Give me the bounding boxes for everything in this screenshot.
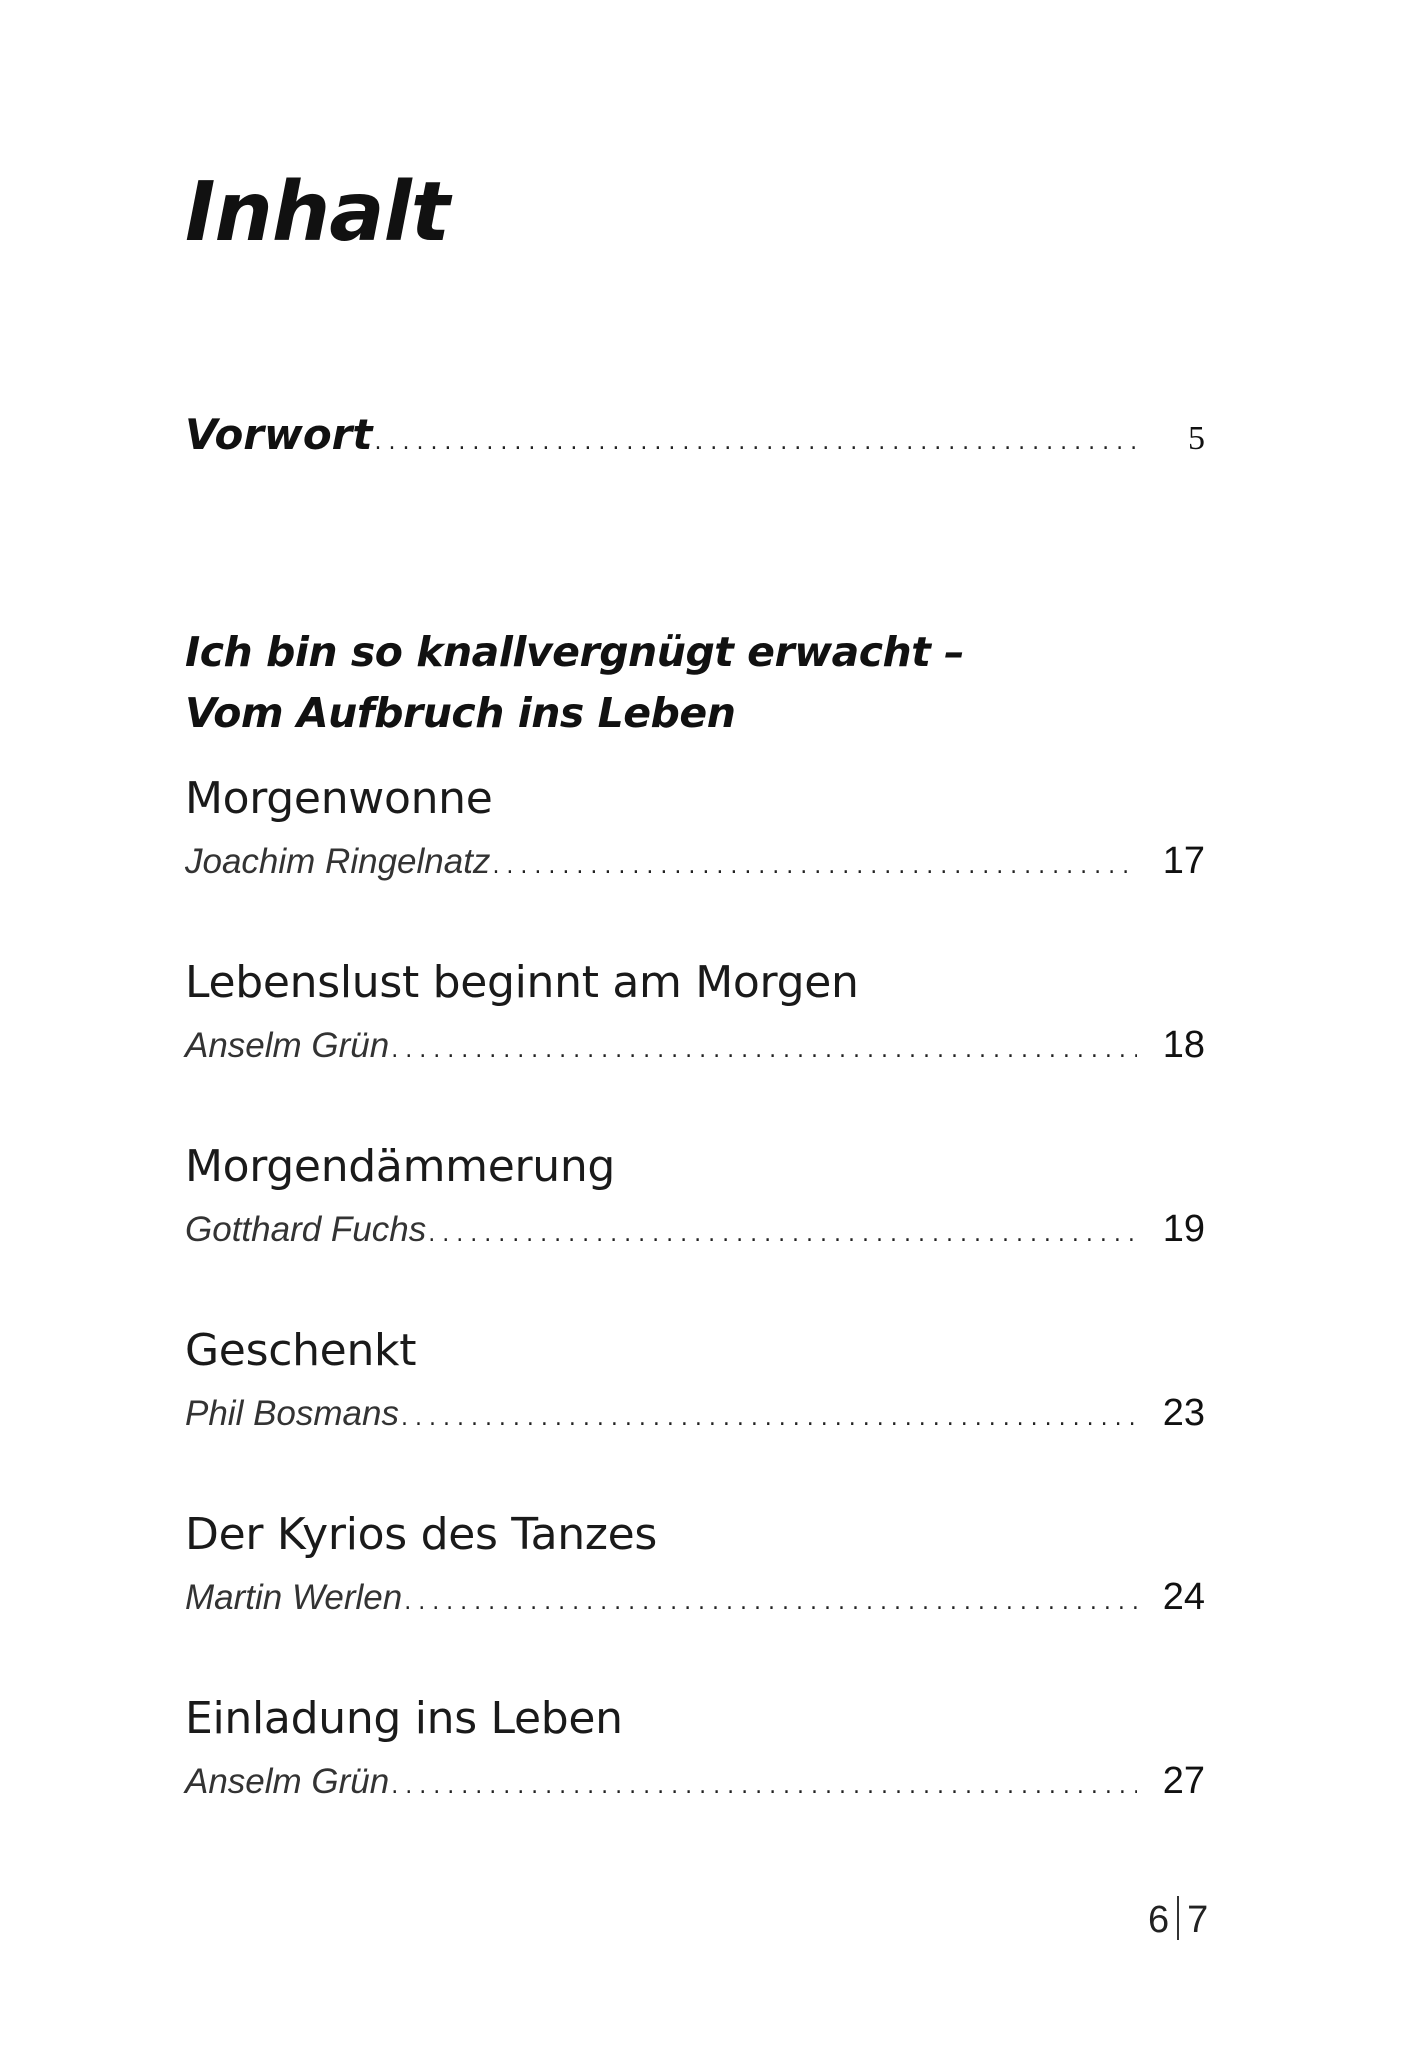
dot-leader: [374, 430, 1137, 455]
page-number: 18: [1162, 1024, 1205, 1066]
author-name: Phil Bosmans: [185, 1394, 399, 1433]
toc-entry-author-line[interactable]: [185, 1392, 1205, 1435]
author-name: Martin Werlen: [185, 1578, 403, 1617]
folio-right-page: 7: [1187, 1899, 1209, 1941]
section-heading-line-2: Vom Aufbruch ins Leben: [185, 689, 736, 737]
dot-leader: [492, 854, 1137, 879]
page-number: 17: [1162, 840, 1205, 882]
page-number: 24: [1162, 1576, 1205, 1618]
author-name: Gotthard Fuchs: [185, 1210, 427, 1249]
toc-entry-preface[interactable]: [185, 410, 1205, 459]
author-name: Anselm Grün: [185, 1026, 390, 1065]
toc-entry-author-line[interactable]: [185, 1760, 1205, 1803]
toc-entry-title[interactable]: Der Kyrios des Tanzes: [185, 1509, 658, 1560]
toc-entry-title[interactable]: Morgendämmerung: [185, 1141, 616, 1192]
folio-left-page: 6: [1148, 1899, 1170, 1941]
page-number: 19: [1162, 1208, 1205, 1250]
folio-divider: [1177, 1896, 1179, 1940]
toc-entry-author-line[interactable]: [185, 1576, 1205, 1619]
dot-leader: [401, 1406, 1137, 1431]
toc-entry-title[interactable]: Geschenkt: [185, 1325, 417, 1376]
folio: [1148, 1896, 1208, 1942]
toc-entry-title[interactable]: Lebenslust beginnt am Morgen: [185, 957, 859, 1008]
dot-leader: [391, 1038, 1137, 1063]
section-heading-line-1: Ich bin so knallvergnügt erwacht –: [185, 628, 965, 676]
toc-entry-author-line[interactable]: [185, 1208, 1205, 1251]
dot-leader: [391, 1774, 1137, 1799]
preface-label: Vorwort: [185, 410, 373, 459]
toc-entry-title[interactable]: Morgenwonne: [185, 773, 493, 824]
section-heading: [185, 622, 964, 744]
author-name: Joachim Ringelnatz: [185, 842, 491, 881]
toc-entry-author-line[interactable]: [185, 840, 1205, 883]
toc-entry-title[interactable]: Einladung ins Leben: [185, 1693, 623, 1744]
preface-page-number: 5: [1188, 420, 1205, 457]
dot-leader: [404, 1590, 1137, 1615]
author-name: Anselm Grün: [185, 1762, 390, 1801]
page-number: 27: [1162, 1760, 1205, 1802]
dot-leader: [428, 1222, 1137, 1247]
page-number: 23: [1162, 1392, 1205, 1434]
page-title: Inhalt: [185, 165, 449, 260]
toc-entry-author-line[interactable]: [185, 1024, 1205, 1067]
